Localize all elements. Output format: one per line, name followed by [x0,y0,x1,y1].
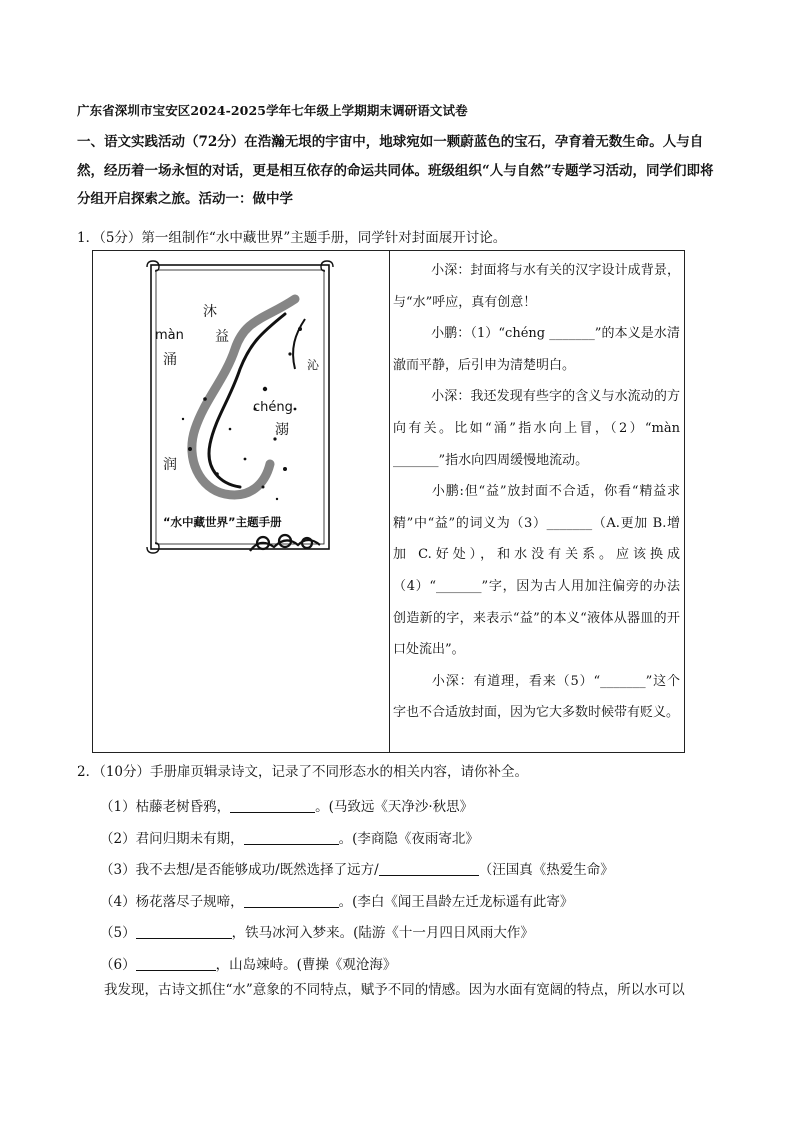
dialog-line: 小鹏:但“益”放封面不合适，你看“精益求精”中“益”的词义为（3）_______（A.更加 B.增加 C.好处），和水没有关系。应该换成（4）“_______”字，因为古人用加注偏旁的办法创造新的字，来表示“益”的本义“液体从器皿的开口处流出”。 [393,484,680,658]
dialog-line: 小鹏：（1）“chéng _______”的本义是水清澈而平静，后引申为清楚明白。 [393,326,680,373]
cover-char-ni: 溺 [275,422,289,438]
answer-blank[interactable] [244,893,339,908]
answer-blank[interactable] [379,861,479,876]
answer-blank[interactable] [244,830,339,845]
dialog-line: 小深：有道理，看来（5）“_______”这个字也不合适放封面，因为它大多数时候带有贬义。 [393,673,680,721]
answer-blank[interactable] [136,956,216,971]
dialog-line: 小深：封面将与水有关的汉字设计成背景，与“水”呼应，真有创意！ [393,263,680,310]
cover-char-run: 润 [163,457,177,473]
poem-item: （4）杨花落尽子规啼， 。(李白《闻王昌龄左迁龙标遥有此寄》 [100,893,574,910]
question-1-table [92,250,685,753]
cover-caption: “水中藏世界”主题手册 [163,515,282,529]
conclusion-text: 我发现，古诗文抓住“水”意象的不同特点，赋予不同的情感。因为水面有宽阔的特点，所以水可以 [104,982,685,998]
answer-blank[interactable] [230,798,315,813]
cover-char-yi: 益 [215,329,229,345]
poem-item: （2）君问归期未有期， 。(李商隐《夜雨寄北》 [100,830,479,847]
question-1-stem: 1．（5分）第一组制作“水中藏世界”主题手册，同学针对封面展开讨论。 [77,230,507,246]
section-intro: 一、语文实践活动（72分）在浩瀚无垠的宇宙中，地球宛如一颗蔚蓝色的宝石，孕育着无数生命。人与自然，经历着一场永恒的对话，更是相互依存的命运共同体。班级组织“人与自然”专题学习活动，同学们即将分组开启探索之旅。活动一：做中学 [77,134,714,207]
question-2-stem: 2．（10分）手册扉页辑录诗文，记录了不同形态水的相关内容，请你补全。 [77,764,529,780]
cover-char-qin: 沁 [307,358,320,372]
poem-fill-list [100,792,614,982]
cover-char-yong: 涌 [163,352,177,368]
poem-item: （5） ，铁马冰河入梦来。(陆游《十一月四日风雨大作》 [100,925,534,942]
cover-pinyin-man: màn [155,328,184,343]
dialog-line: 小深：我还发现有些字的含义与水流动的方向有关。比如“涌”指水向上冒，（2）“màn _______”指水向四周缓慢地流动。 [393,389,680,468]
handbook-cover-illustration [145,259,335,559]
cover-pinyin-cheng: chéng [253,400,293,415]
answer-blank[interactable] [136,924,232,939]
poem-item: （3）我不去想/是否能够成功/既然选择了远方/ （汪国真《热爱生命》 [100,862,614,879]
poem-item: （6） ，山岛竦峙。(曹操《观沧海》 [100,956,397,973]
exam-title: 广东省深圳市宝安区2024-2025学年七年级上学期期末调研语文试卷 [77,103,468,118]
dialog-cell [390,251,685,753]
cover-char-mu: 沐 [203,304,217,320]
cover-image-cell [93,251,390,753]
poem-item: （1）枯藤老树昏鸦， 。(马致远《天净沙·秋思》 [100,799,474,815]
